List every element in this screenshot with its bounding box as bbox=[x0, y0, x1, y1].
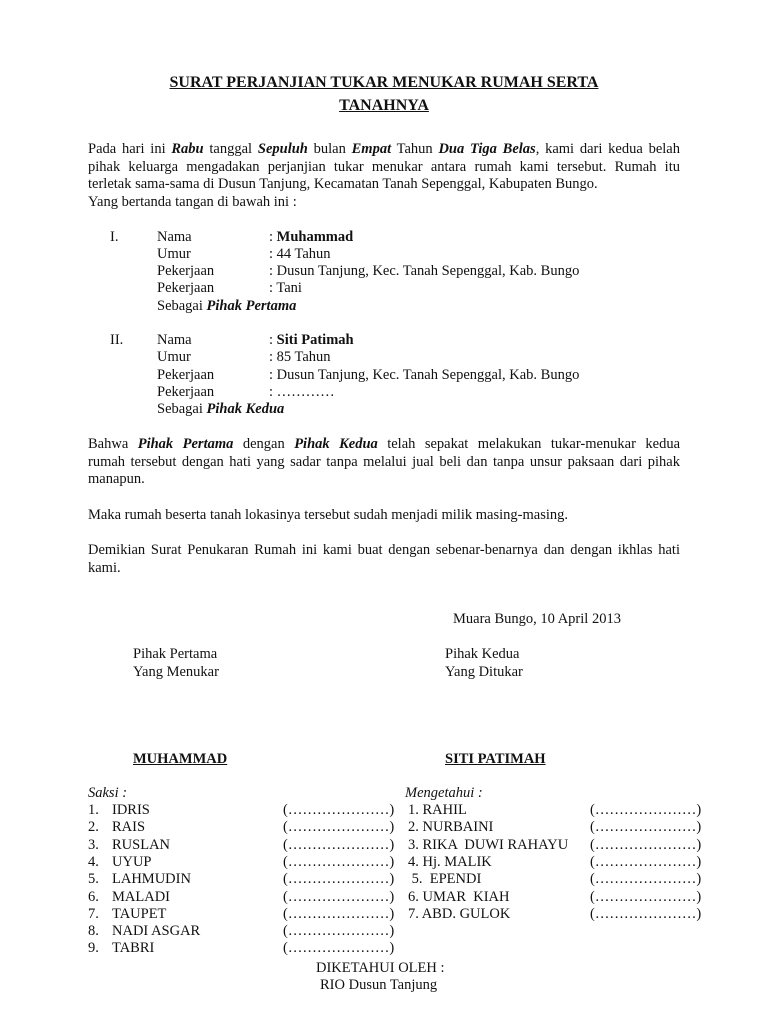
witness-name: RUSLAN bbox=[112, 836, 171, 853]
party-two-age: : 85 Tahun bbox=[269, 349, 331, 365]
right-signer-name: SITI PATIMAH bbox=[445, 751, 546, 767]
intro-line-1: Pada hari ini Rabu tanggal Sepuluh bulan Empat Tahun Dua Tiga Belas, kami dari kedua belah bbox=[88, 141, 680, 157]
acknowledger-entry: 2. NURBAINI bbox=[408, 819, 494, 836]
agreement-line-1: Bahwa Pihak Pertama dengan Pihak Kedua telah sepakat melakukan tukar-menukar kedua bbox=[88, 436, 681, 452]
witness-signature-line: (…………………) bbox=[283, 836, 395, 853]
witness-name: RAIS bbox=[112, 819, 146, 836]
agreement-line-3: manapun. bbox=[88, 471, 145, 487]
acknowledger-entry: 4. Hj. MALIK bbox=[408, 853, 492, 870]
acknowledger-signature-line: (…………………) bbox=[590, 819, 702, 836]
witness-signature-line: (…………………) bbox=[283, 905, 395, 922]
footer-village-head: RIO Dusun Tanjung bbox=[320, 977, 438, 993]
witness-signature-line: (…………………) bbox=[283, 888, 395, 905]
witness-signature-line: (…………………) bbox=[283, 853, 395, 870]
document-title-line-1: SURAT PERJANJIAN TUKAR MENUKAR RUMAH SERTA bbox=[169, 74, 599, 91]
witness-name: LAHMUDIN bbox=[112, 871, 191, 888]
witness-name: TABRI bbox=[112, 940, 155, 957]
acknowledger-entry: 6. UMAR KIAH bbox=[408, 888, 510, 905]
acknowledger-entry: 3. RIKA DUWI RAHAYU bbox=[408, 836, 569, 853]
acknowledger-signature-line: (…………………) bbox=[590, 871, 702, 888]
acknowledger-signature-line: (…………………) bbox=[590, 905, 702, 922]
ownership-paragraph: Maka rumah beserta tanah lokasinya tersebut sudah menjadi milik masing-masing. bbox=[88, 507, 568, 523]
right-signer-role: Pihak Kedua bbox=[445, 646, 520, 662]
party-two-role: Sebagai Pihak Kedua bbox=[157, 401, 285, 417]
party-one-label-occupation: Pekerjaan bbox=[157, 280, 215, 296]
witness-number: 5. bbox=[88, 871, 99, 888]
party-two-label-address: Pekerjaan bbox=[157, 367, 215, 383]
witness-number: 4. bbox=[88, 853, 99, 870]
acknowledged-heading: Mengetahui : bbox=[405, 785, 483, 801]
witness-number: 7. bbox=[88, 905, 99, 922]
party-two-label-occupation: Pekerjaan bbox=[157, 384, 215, 400]
witness-name: UYUP bbox=[112, 853, 152, 870]
left-signer-name: MUHAMMAD bbox=[133, 751, 228, 767]
closing-paragraph bbox=[88, 542, 680, 577]
party-two-label-age: Umur bbox=[157, 349, 191, 365]
witness-signature-line: (…………………) bbox=[283, 923, 395, 940]
place-date: Muara Bungo, 10 April 2013 bbox=[453, 611, 621, 627]
witness-signature-line: (…………………) bbox=[283, 819, 395, 836]
witness-name: TAUPET bbox=[112, 905, 167, 922]
witness-signature-line: (…………………) bbox=[283, 802, 395, 818]
party-one-label-name: Nama bbox=[157, 229, 192, 245]
witness-number: 1. bbox=[88, 802, 99, 818]
left-signer-role: Pihak Pertama bbox=[133, 646, 218, 662]
agreement-paragraph bbox=[88, 436, 680, 489]
acknowledger-signature-line: (…………………) bbox=[590, 802, 702, 818]
acknowledger-signature-line: (…………………) bbox=[590, 888, 702, 905]
party-one-role: Sebagai Pihak Pertama bbox=[157, 298, 297, 314]
witnesses-heading: Saksi : bbox=[88, 785, 128, 801]
acknowledger-signature-line: (…………………) bbox=[590, 853, 702, 870]
date-word: Sepuluh bbox=[257, 141, 308, 157]
intro-line-2: pihak keluarga mengadakan perjanjian tukar menukar antara rumah kami tersebut. Rumah itu bbox=[88, 158, 680, 175]
right-signer-subtitle: Yang Ditukar bbox=[445, 664, 523, 680]
agreement-line-2: rumah tersebut dengan hati yang sadar tanpa melalui jual beli dan tanpa unsur paksaan dari pihak bbox=[88, 453, 680, 470]
party-two-address: : Dusun Tanjung, Kec. Tanah Sepenggal, Kab. Bungo bbox=[269, 367, 580, 383]
left-signer-subtitle: Yang Menukar bbox=[133, 664, 219, 680]
party-one-occupation: : Tani bbox=[269, 280, 302, 296]
witness-number: 8. bbox=[88, 923, 99, 940]
party-two-name: : Siti Patimah bbox=[269, 332, 354, 348]
acknowledger-signature-line: (…………………) bbox=[590, 836, 702, 853]
intro-line-4: Yang bertanda tangan di bawah ini : bbox=[88, 193, 297, 210]
acknowledger-entry: 5. EPENDI bbox=[408, 871, 482, 888]
witness-number: 2. bbox=[88, 819, 99, 836]
witness-number: 9. bbox=[88, 940, 99, 957]
witness-number: 3. bbox=[88, 836, 99, 853]
party-one-number: I. bbox=[110, 229, 119, 245]
party-two-label-name: Nama bbox=[157, 332, 192, 348]
party-one-address: : Dusun Tanjung, Kec. Tanah Sepenggal, Kab. Bungo bbox=[269, 263, 580, 279]
month-word: Empat bbox=[351, 141, 392, 157]
party-one-name: : Muhammad bbox=[269, 229, 354, 245]
year-word: Dua Tiga Belas bbox=[438, 141, 536, 157]
closing-line-1: Demikian Surat Penukaran Rumah ini kami buat dengan sebenar-benarnya dan dengan ikhlas hati bbox=[88, 542, 680, 558]
party-one-age: : 44 Tahun bbox=[269, 246, 331, 262]
closing-line-2: kami. bbox=[88, 559, 121, 576]
day-name: Rabu bbox=[171, 141, 204, 157]
intro-line-3: terletak sama-sama di Dusun Tanjung, Kecamatan Tanah Sepenggal, Kabupaten Bungo. bbox=[88, 176, 598, 192]
witness-number: 6. bbox=[88, 888, 99, 905]
party-two-number: II. bbox=[110, 332, 124, 348]
footer-known-by: DIKETAHUI OLEH : bbox=[316, 960, 445, 976]
party-one-label-age: Umur bbox=[157, 246, 191, 262]
intro-paragraph bbox=[88, 141, 680, 211]
party-one-label-address: Pekerjaan bbox=[157, 263, 215, 279]
witness-name: NADI ASGAR bbox=[112, 923, 201, 940]
document-title-line-2: TANAHNYA bbox=[339, 97, 429, 114]
witness-signature-line: (…………………) bbox=[283, 940, 395, 957]
witness-name: IDRIS bbox=[112, 802, 150, 818]
acknowledger-entry: 1. RAHIL bbox=[408, 802, 467, 818]
witness-name: MALADI bbox=[112, 888, 170, 905]
acknowledger-entry: 7. ABD. GULOK bbox=[408, 905, 511, 922]
party-two-occupation: : ………… bbox=[269, 384, 335, 400]
witness-signature-line: (…………………) bbox=[283, 871, 395, 888]
